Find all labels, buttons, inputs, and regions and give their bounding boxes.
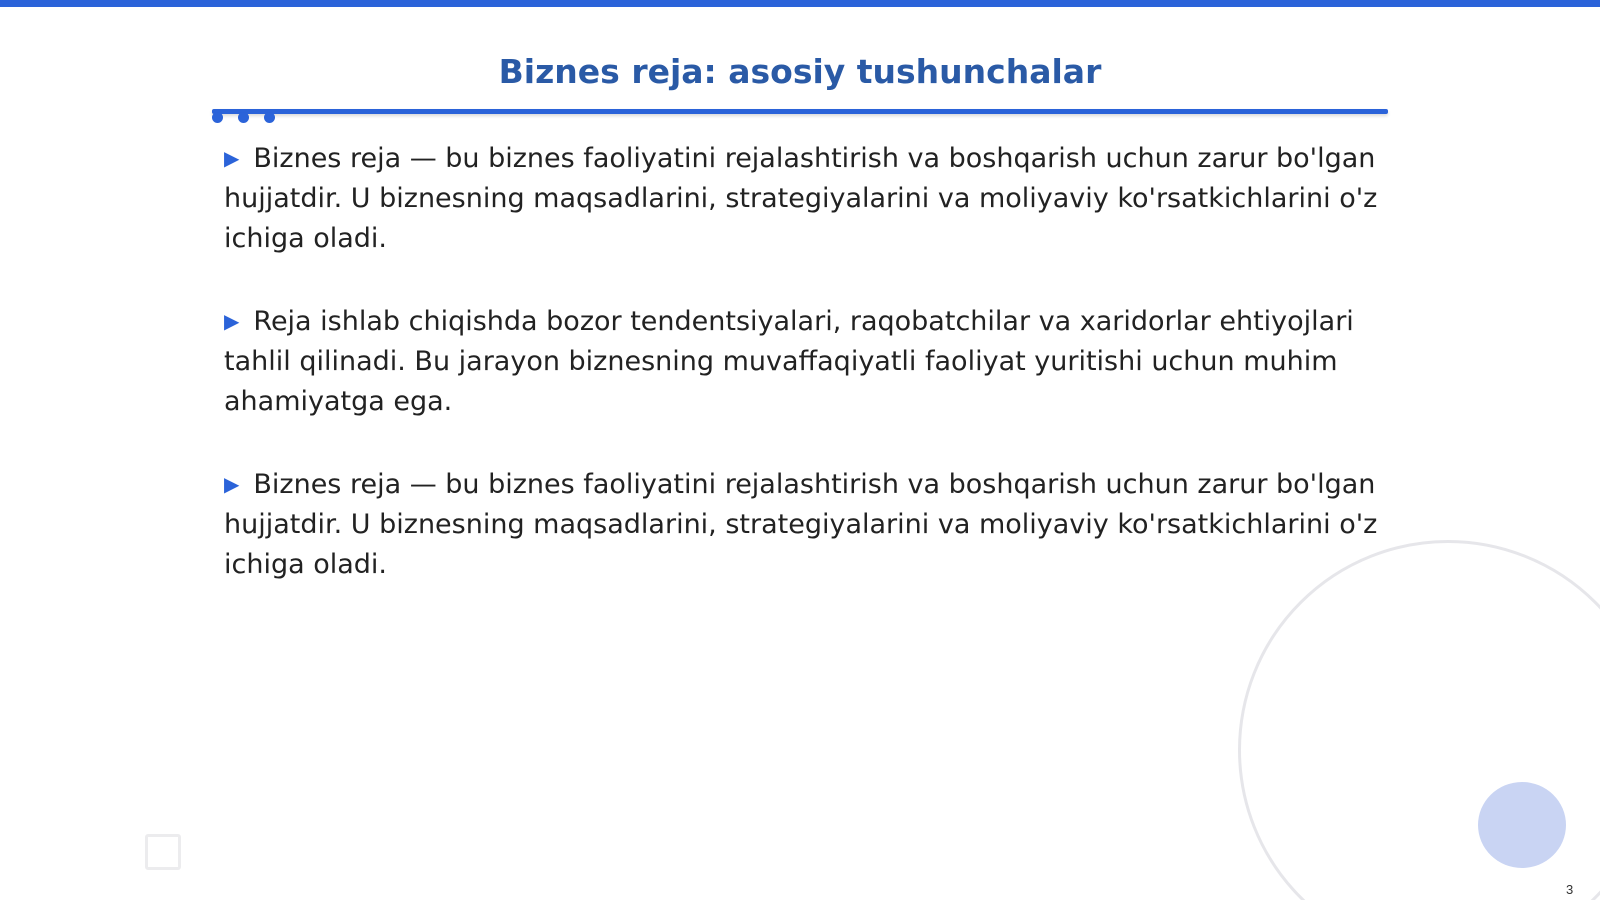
bullet-text: Reja ishlab chiqishda bozor tendentsiyalari, raqobatchilar va xaridorlar ehtiyojlari tahlil qilinadi. Bu jarayon biznesning muvaffaqiyatli faoliyat yuritishi uchun muhim ahamiyatga ega. (224, 306, 1354, 417)
bullet-text: Biznes reja — bu biznes faoliyatini rejalashtirish va boshqarish uchun zarur bo'lgan hujjatdir. U biznesning maqsadlarini, strategiyalarini va moliyaviy ko'rsatkichlarini o'z ichiga oladi. (224, 469, 1378, 580)
decorative-dot (264, 112, 275, 123)
decorative-dot (212, 112, 223, 123)
decorative-square-outline (145, 834, 181, 870)
triangle-right-icon: ▶ (224, 146, 240, 170)
bullet-paragraph (224, 138, 1394, 259)
slide-title: Biznes reja: asosiy tushunchalar (498, 52, 1102, 91)
page-number: 3 (1566, 882, 1574, 897)
triangle-right-icon: ▶ (224, 472, 240, 496)
decorative-circle-filled (1478, 782, 1566, 868)
title-underline (212, 109, 1388, 114)
bullet-paragraph (224, 301, 1394, 422)
bullet-paragraph (224, 464, 1394, 585)
bullet-list (224, 138, 1394, 627)
triangle-right-icon: ▶ (224, 309, 240, 333)
top-accent-bar (0, 0, 1600, 7)
decorative-dot (238, 112, 249, 123)
bullet-text: Biznes reja — bu biznes faoliyatini rejalashtirish va boshqarish uchun zarur bo'lgan hujjatdir. U biznesning maqsadlarini, strategiyalarini va moliyaviy ko'rsatkichlarini o'z ichiga oladi. (224, 143, 1378, 254)
